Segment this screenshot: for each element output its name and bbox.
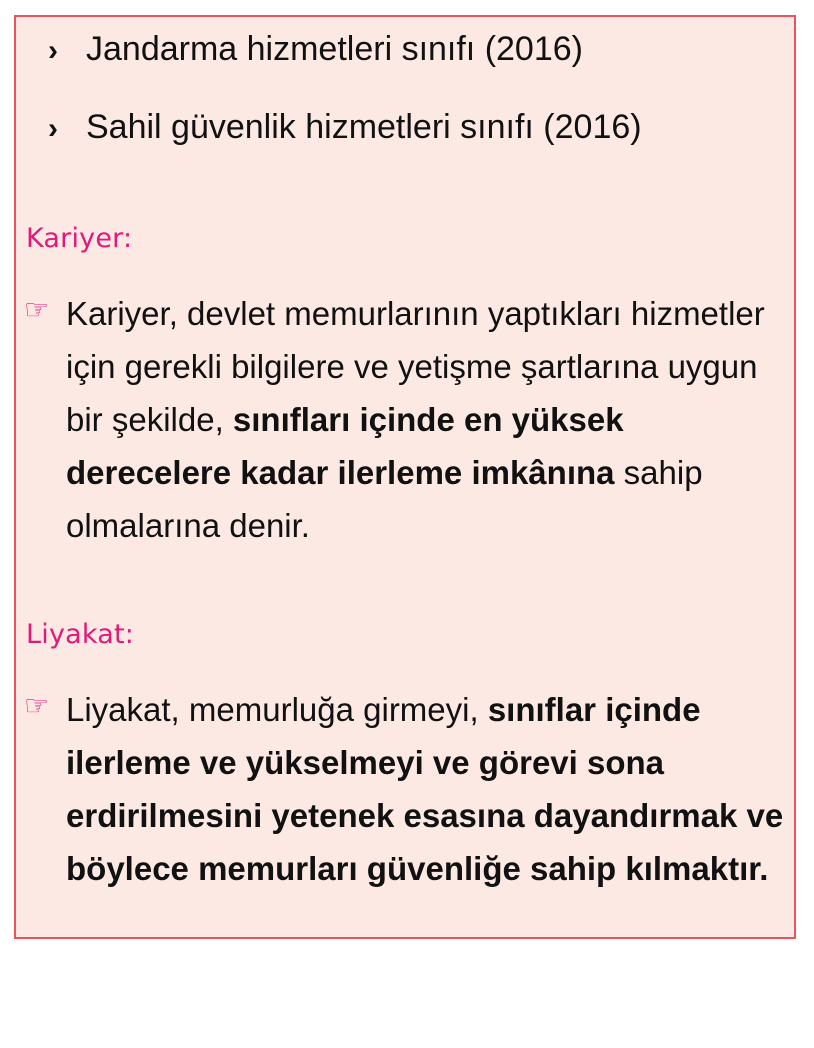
- paragraph-liyakat: [24, 683, 792, 895]
- list-item: [48, 107, 642, 149]
- pointing-hand-icon: ☞: [24, 690, 50, 721]
- paragraph-text: Kariyer, devlet memurlarının yaptıkları hizmetler için gerekli bilgilere ve yetişme şartlarına uygun bir şekilde,: [66, 295, 765, 438]
- chevron-right-icon: ›: [48, 112, 58, 145]
- content-box: [14, 15, 796, 939]
- section-heading-liyakat: Liyakat:: [26, 619, 135, 650]
- paragraph-text: Liyakat, memurluğa girmeyi,: [66, 691, 488, 728]
- list-item: [48, 29, 583, 71]
- paragraph-kariyer: [24, 287, 792, 552]
- paragraph-bold-text: sınıfları içinde en yüksek derecelere kadar ilerleme imkânına: [66, 401, 624, 491]
- paragraph-text: sahip olmalarına denir.: [66, 454, 703, 544]
- list-item-text: Sahil güvenlik hizmetleri sınıfı (2016): [86, 108, 642, 146]
- list-item-text: Jandarma hizmetleri sınıfı (2016): [86, 30, 583, 68]
- paragraph-bold-text: sınıflar içinde ilerleme ve yükselmeyi ve görevi sona erdirilmesini yetenek esasına dayandırmak ve böylece memurları güvenliğe sahip kılmaktır.: [66, 691, 784, 887]
- section-heading-kariyer: Kariyer:: [26, 223, 133, 254]
- pointing-hand-icon: ☞: [24, 294, 50, 325]
- chevron-right-icon: ›: [48, 34, 58, 67]
